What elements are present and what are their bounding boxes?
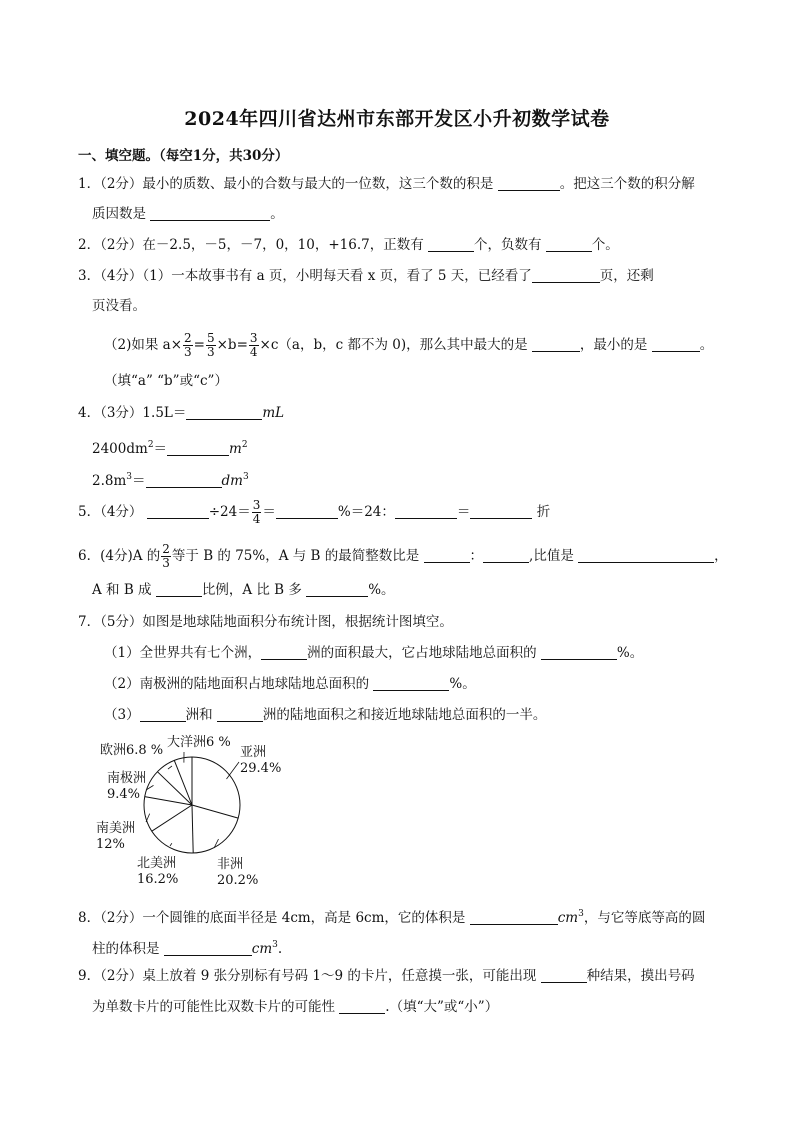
answer-blank[interactable] xyxy=(156,582,202,597)
answer-blank[interactable] xyxy=(428,237,474,252)
question-text: （2分）在－2.5，－5，－7，0，10，+16.7，正数有 xyxy=(100,237,424,253)
answer-blank[interactable] xyxy=(532,337,580,352)
answer-blank[interactable] xyxy=(306,582,368,597)
math-expression: ×c xyxy=(259,337,279,353)
fraction-numerator: 3 xyxy=(249,331,258,345)
question-1-line-2 xyxy=(92,204,284,224)
page-title: 2024年四川省达州市东部开发区小升初数学试卷 xyxy=(184,108,610,130)
question-text: （2分）桌上放着 9 张分别标有号码 1～9 的卡片，任意摸一张，可能出现 xyxy=(100,968,537,984)
answer-blank[interactable] xyxy=(276,504,338,519)
question-number: 7． xyxy=(78,614,101,630)
pie-value-4: 12% xyxy=(96,837,125,852)
question-text: 质因数是 xyxy=(92,206,146,222)
fraction xyxy=(249,332,259,359)
math-expression: ×b= xyxy=(216,337,248,353)
unit-text: cm xyxy=(251,941,273,957)
question-text: ,比值是 xyxy=(529,548,574,564)
answer-blank[interactable] xyxy=(498,176,560,191)
superscript: 2 xyxy=(241,440,248,450)
question-text: ， xyxy=(714,548,728,564)
question-text: ，与它等底等高的圆 xyxy=(583,910,706,926)
superscript: 3 xyxy=(242,472,249,482)
fraction-denominator: 3 xyxy=(206,345,215,359)
question-2-line-1 xyxy=(78,235,619,255)
answer-blank[interactable] xyxy=(541,645,617,660)
fraction-denominator: 4 xyxy=(249,345,258,359)
question-text: （4分） xyxy=(100,504,143,520)
land-area-pie-chart xyxy=(90,730,310,895)
math-expression: %＝24： xyxy=(337,504,395,520)
question-text: 洲的面积最大，它占地球陆地总面积的 xyxy=(307,645,537,661)
pie-value-3: 16.2% xyxy=(137,872,179,887)
pie-label-7: 大洋洲6 % xyxy=(167,735,231,750)
fraction-denominator: 3 xyxy=(162,556,170,570)
question-3-line-2 xyxy=(92,296,146,316)
answer-blank[interactable] xyxy=(470,504,532,519)
question-text: （3分）1.5L＝ xyxy=(100,405,187,421)
fraction xyxy=(206,332,216,359)
question-text: 折 xyxy=(536,504,551,520)
answer-blank[interactable] xyxy=(424,548,470,563)
answer-blank[interactable] xyxy=(261,645,307,660)
question-8-line-2 xyxy=(92,935,282,959)
question-text: A 和 B 成 xyxy=(92,582,152,598)
question-text: 洲的陆地面积之和接近地球陆地总面积的一半。 xyxy=(262,707,547,723)
question-text: （填“a” “b”或“c”） xyxy=(104,373,228,389)
fraction xyxy=(161,543,171,570)
pie-label-4: 南美洲 xyxy=(96,821,136,836)
pie-value-2: 20.2% xyxy=(217,873,259,888)
math-expression: a× xyxy=(162,337,183,353)
unit-text: cm xyxy=(557,910,579,926)
question-6-line-1 xyxy=(78,543,728,570)
question-6-line-2 xyxy=(92,580,395,600)
question-number: 9． xyxy=(78,968,101,984)
pie-label-2: 非洲 xyxy=(217,857,244,872)
question-text: 比例，A 比 B 多 xyxy=(201,582,302,598)
question-text: （2分）最小的质数、最小的合数与最大的一位数，这三个数的积是 xyxy=(100,176,494,192)
pie-value-5: 9.4% xyxy=(107,787,141,802)
fraction-denominator: 3 xyxy=(184,345,192,359)
question-text: （1）全世界共有七个洲， xyxy=(104,645,262,661)
answer-blank[interactable] xyxy=(395,504,457,519)
answer-blank[interactable] xyxy=(578,548,714,563)
answer-blank[interactable] xyxy=(373,676,449,691)
answer-blank[interactable] xyxy=(217,707,263,722)
question-text: .（填“大”或“小”） xyxy=(385,999,499,1015)
unit-text: m xyxy=(229,441,242,457)
question-9-line-1 xyxy=(78,966,695,986)
question-text: 等于 B 的 75%，A 与 B 的最简整数比是 xyxy=(171,548,420,564)
fraction-numerator: 5 xyxy=(206,331,215,345)
math-expression: 2400dm xyxy=(92,441,148,457)
math-expression: ＝ xyxy=(262,504,276,520)
question-text: 个。 xyxy=(591,237,619,253)
fraction-denominator: 4 xyxy=(252,512,261,526)
question-1-line-1 xyxy=(78,174,695,194)
answer-blank[interactable] xyxy=(186,405,262,420)
answer-blank[interactable] xyxy=(167,441,229,456)
question-text: ，最小的是 xyxy=(579,337,648,353)
math-expression: = xyxy=(193,337,205,353)
question-text: （a，b，c 都不为 0)，那么其中最大的是 xyxy=(278,337,528,353)
superscript: 3 xyxy=(272,940,278,950)
question-text: 页，还剩 xyxy=(599,268,654,284)
question-text: 。把这三个数的积分解 xyxy=(559,176,695,192)
question-text: 种结果，摸出号码 xyxy=(586,968,695,984)
fraction-numerator: 2 xyxy=(184,331,192,345)
pie-leader-line xyxy=(227,762,240,779)
question-8-line-1 xyxy=(78,904,705,928)
question-text: %。 xyxy=(449,676,476,692)
question-text: （2)如果 xyxy=(104,337,159,353)
question-text: 页没看。 xyxy=(92,298,146,314)
answer-blank[interactable] xyxy=(339,999,385,1014)
math-expression: ÷24＝ xyxy=(208,504,251,520)
math-expression: ＝ xyxy=(456,504,471,520)
fraction xyxy=(252,499,262,526)
answer-blank[interactable] xyxy=(470,910,558,925)
question-3-line-4 xyxy=(104,371,228,391)
answer-blank[interactable] xyxy=(546,237,592,252)
question-text: 柱的体积是 xyxy=(92,941,160,957)
question-number: 2． xyxy=(78,237,101,253)
question-4-line-3 xyxy=(92,467,249,491)
question-4-line-1 xyxy=(78,403,284,423)
answer-blank[interactable] xyxy=(483,548,529,563)
pie-label-5: 南极洲 xyxy=(107,771,147,786)
question-3-line-3 xyxy=(104,332,713,359)
question-number: 1． xyxy=(78,176,101,192)
math-expression: ＝ xyxy=(153,441,168,457)
unit-text: mL xyxy=(262,405,285,421)
answer-blank[interactable] xyxy=(147,504,209,519)
question-4-line-2 xyxy=(92,435,248,459)
question-text: %。 xyxy=(368,582,395,598)
question-text: （5分）如图是地球陆地面积分布统计图，根据统计图填空。 xyxy=(100,614,453,630)
question-text: （3） xyxy=(104,707,140,723)
question-text: 个，负数有 xyxy=(474,237,542,253)
pie-label-1: 亚洲 xyxy=(240,745,267,760)
answer-blank[interactable] xyxy=(150,206,270,221)
question-7-line-1 xyxy=(78,612,453,632)
fraction xyxy=(183,332,193,359)
answer-blank[interactable] xyxy=(541,968,587,983)
question-7-line-3 xyxy=(104,674,476,694)
question-text: 。 xyxy=(270,206,284,222)
math-expression: ： xyxy=(469,548,484,564)
superscript: 3 xyxy=(578,909,584,919)
question-number: 5． xyxy=(78,504,101,520)
question-3-line-1 xyxy=(78,266,654,286)
question-5-line-1 xyxy=(78,499,550,526)
answer-blank[interactable] xyxy=(146,473,222,488)
question-text: %。 xyxy=(616,645,644,661)
pie-label-3: 北美洲 xyxy=(137,856,177,871)
question-text: 为单数卡片的可能性比双数卡片的可能性 xyxy=(92,999,335,1015)
superscript: 2 xyxy=(147,440,154,450)
fraction-numerator: 3 xyxy=(252,498,261,512)
question-text: （4分）（1）一本故事书有 a 页，小明每天看 x 页，看了 5 天，已经看了 xyxy=(100,268,532,284)
question-text: （2分）一个圆锥的底面半径是 4cm，高是 6cm，它的体积是 xyxy=(100,910,466,926)
question-number: 3． xyxy=(78,268,101,284)
question-7-line-4 xyxy=(104,705,546,725)
math-expression: ＝ xyxy=(132,473,146,489)
question-7-line-2 xyxy=(104,643,643,663)
answer-blank[interactable] xyxy=(164,941,252,956)
answer-blank[interactable] xyxy=(652,337,700,352)
section-heading: 一、填空题。（每空1分，共30分） xyxy=(78,148,289,164)
question-text: 洲和 xyxy=(185,707,213,723)
question-text: (4分)A 的 xyxy=(100,548,161,564)
question-number: 6． xyxy=(78,548,101,564)
math-expression: 2.8m xyxy=(92,473,127,489)
question-number: 8． xyxy=(78,910,101,926)
answer-blank[interactable] xyxy=(140,707,186,722)
question-text: 。 xyxy=(699,337,714,353)
pie-label-6: 欧洲6.8 % xyxy=(100,743,164,758)
question-text: （2）南极洲的陆地面积占地球陆地总面积的 xyxy=(104,676,370,692)
pie-value-1: 29.4% xyxy=(240,761,282,776)
question-number: 4． xyxy=(78,405,101,421)
question-text: . xyxy=(277,941,283,957)
superscript: 3 xyxy=(126,472,133,482)
answer-blank[interactable] xyxy=(532,268,600,283)
unit-text: dm xyxy=(221,473,243,489)
fraction-numerator: 2 xyxy=(162,542,170,556)
question-9-line-2 xyxy=(92,997,498,1017)
